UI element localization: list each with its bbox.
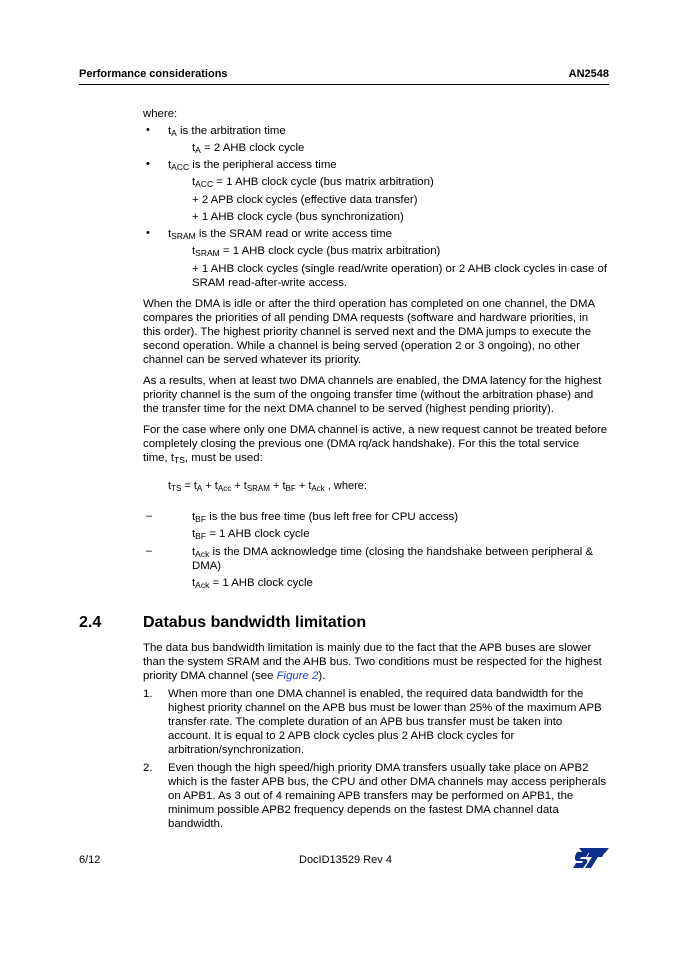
dash-marker: –	[146, 510, 153, 522]
st-logo-icon	[573, 848, 609, 871]
numbered-1-line: highest priority channel on the APB bus must be lower than 25% of the maximum APB	[168, 702, 602, 714]
bullet-3-line-2: + 1 AHB clock cycles (single read/write operation) or 2 AHB clock cycles in case of	[192, 263, 607, 275]
page-header	[79, 68, 609, 85]
page-number: 6/12	[79, 854, 101, 866]
numbered-1-line: arbitration/synchronization.	[168, 744, 305, 756]
doc-id: DocID13529 Rev 4	[299, 854, 392, 866]
bullet-3-line-1: $t_{SRAM} = 1$ AHB clock cycle (bus matrix arbitration)	[192, 245, 441, 258]
dash-item-2: $t_{Ack}$ is the DMA acknowledge time (closing the handshake between peripheral &	[192, 546, 594, 559]
bullet-dot: •	[146, 124, 150, 136]
page-footer	[79, 854, 609, 874]
numbered-marker: 2.	[143, 762, 153, 774]
numbered-2-line: on APB1. As 3 out of 4 remaining APB transfers may be performed on APB1, the	[168, 790, 574, 802]
intro-text: where:	[143, 108, 178, 120]
para1-line: channel can be served whatever its priority.	[143, 354, 362, 366]
para2-line: As a results, when at least two DMA channels are enabled, the DMA latency for the highest	[143, 375, 602, 387]
numbered-2-line: bandwidth.	[168, 818, 224, 830]
bullet-1: $t_A$ is the arbitration time	[168, 125, 286, 138]
bullet-3-line-3: SRAM read-after-write access.	[192, 277, 348, 289]
numbered-1-line: transfer rate. The complete duration of an APB bus transfer must be taken into	[168, 716, 563, 728]
bullet-3: $t_{SRAM}$ is the SRAM read or write access time	[168, 228, 392, 241]
para2-line: priority channel is the sum of the ongoing transfer time (without the arbitration phase) and	[143, 389, 594, 401]
bullet-2: $t_{ACC}$ is the peripheral access time	[168, 159, 337, 172]
bullet-1-line-1: $t_A = 2$ AHB clock cycle	[192, 142, 305, 155]
numbered-1-line: account. It is equal to 2 APB clock cycles plus 2 AHB clock cycles for	[168, 730, 515, 742]
bullet-dot: •	[146, 158, 150, 170]
para1-line: second operation. While a channel is being served (operation 2 or 3 ongoing), no other	[143, 340, 580, 352]
para2-line: the transfer time for the next DMA channel to be served (highest pending priority).	[143, 403, 554, 415]
header-doc: AN2548	[568, 68, 609, 80]
para1-line: this order). The highest priority channel is served next and the DMA jumps to execute the	[143, 326, 592, 338]
header-section: Performance considerations	[79, 68, 228, 80]
numbered-2-line: minimum possible APB2 frequency depends on the fastest DMA channel data	[168, 804, 559, 816]
service-time-formula: $t_{TS} = t_A + t_{Acc} + t_{SRAM} + t_{BF} + t_{Ack}$ , where:	[168, 480, 367, 493]
section-title: Databus bandwidth limitation	[143, 614, 367, 631]
dash-item-2-cont: DMA)	[192, 560, 222, 572]
numbered-1-line: When more than one DMA channel is enabled, the required data bandwidth for the	[168, 688, 584, 700]
bullet-2-line-3: + 1 AHB clock cycle (bus synchronization)	[192, 211, 404, 223]
para3-line: For the case where only one DMA channel is active, a new request cannot be treated before	[143, 424, 608, 436]
numbered-marker: 1.	[143, 688, 153, 700]
para4-line: than the system SRAM and the AHB bus. Two conditions must be respected for the highest	[143, 656, 602, 668]
dash-item-1: $t_{BF}$ is the bus free time (bus left free for CPU access)	[192, 511, 458, 524]
bullet-2-line-2: + 2 APB clock cycles (effective data transfer)	[192, 194, 418, 206]
para4-line: The data bus bandwidth limitation is mainly due to the fact that the APB buses are slower	[143, 642, 592, 654]
bullet-2-line-1: $t_{ACC} = 1$ AHB clock cycle (bus matrix arbitration)	[192, 176, 434, 189]
para1-line: When the DMA is idle or after the third operation has completed on one channel, the DMA	[143, 298, 596, 310]
para3-line: completely closing the previous one (DMA rq/ack handshake). For this the total service	[143, 438, 580, 450]
dash-marker: –	[146, 545, 153, 557]
section-number: 2.4	[79, 614, 102, 631]
figure-2-link[interactable]: Figure 2	[276, 670, 319, 682]
dash-item-1-line: $t_{BF} = 1$ AHB clock cycle	[192, 528, 310, 541]
dash-item-2-line: $t_{Ack} = 1$ AHB clock cycle	[192, 577, 313, 590]
numbered-2-line: Even though the high speed/high priority DMA transfers usually take place on APB2	[168, 762, 589, 774]
bullet-dot: •	[146, 227, 150, 239]
para1-line: compares the priorities of all pending DMA requests (software and hardware priorities, in	[143, 312, 589, 324]
para3-line: time, $t_{TS}$, must be used:	[143, 452, 263, 465]
numbered-2-line: which is the faster APB bus, the CPU and other DMA channels may access peripherals	[168, 776, 607, 788]
para4-line: priority DMA channel (see Figure 2).	[143, 670, 326, 682]
